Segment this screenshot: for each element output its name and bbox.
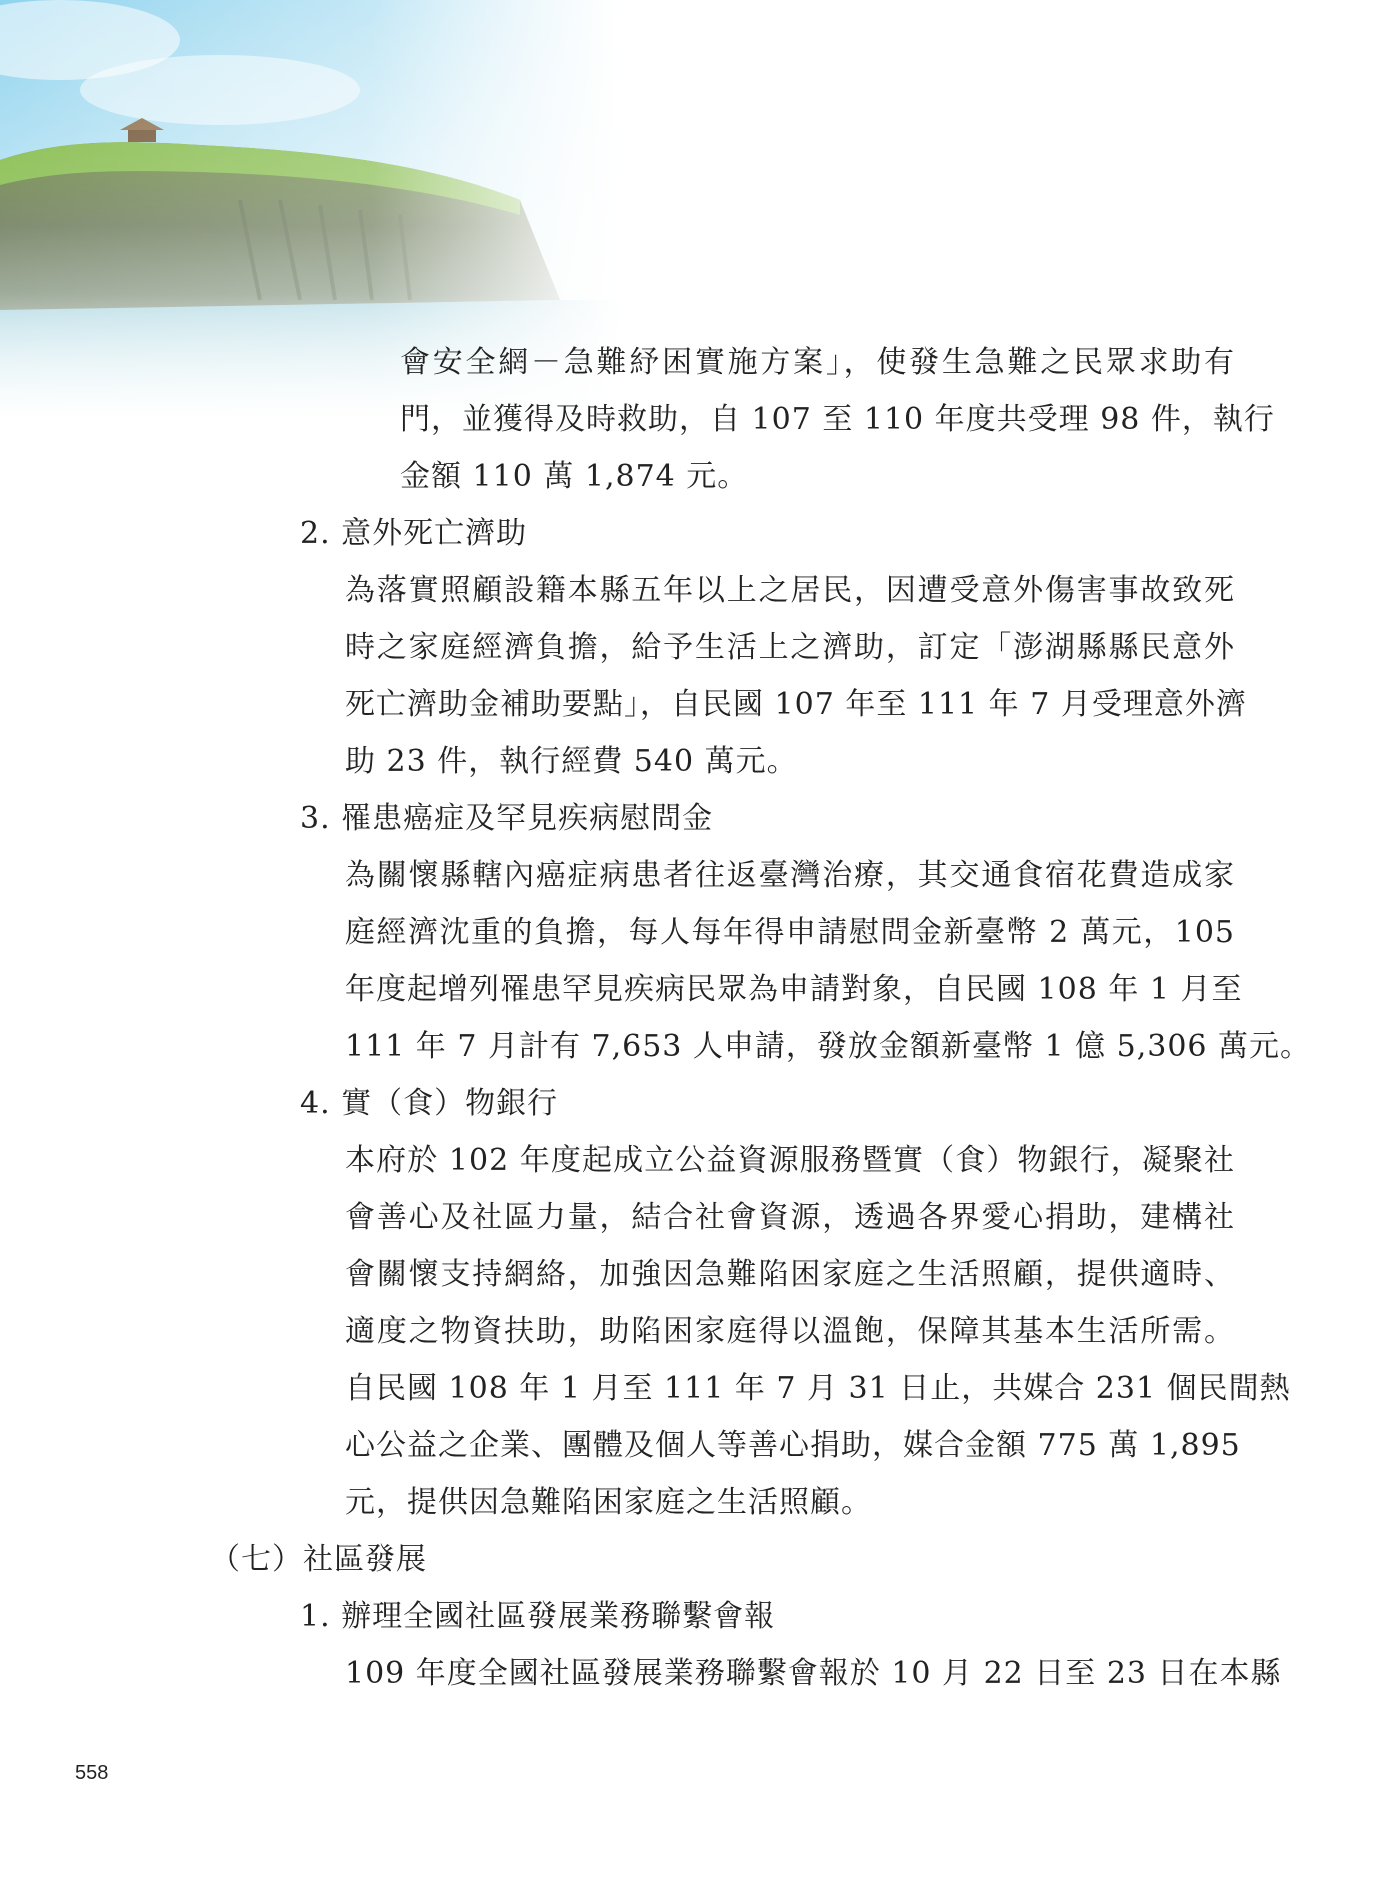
paragraph-line: 自民國 108 年 1 月至 111 年 7 月 31 日止，共媒合 231 個民間熱 (345, 1371, 1291, 1406)
paragraph-line: 會安全網－急難紓困實施方案」，使發生急難之民眾求助有 (400, 345, 1235, 380)
paragraph-line: 會善心及社區力量，結合社會資源，透過各界愛心捐助，建構社 (345, 1200, 1235, 1235)
paragraph-line: 本府於 102 年度起成立公益資源服務暨實（食）物銀行，凝聚社 (345, 1143, 1235, 1178)
section-heading: （七）社區發展 (210, 1542, 427, 1577)
paragraph-line: 助 23 件，執行經費 540 萬元。 (345, 744, 798, 779)
paragraph-line: 適度之物資扶助，助陷困家庭得以溫飽，保障其基本生活所需。 (345, 1314, 1235, 1349)
paragraph-line: 心公益之企業、團體及個人等善心捐助，媒合金額 775 萬 1,895 (345, 1428, 1241, 1463)
paragraph-line: 元，提供因急難陷困家庭之生活照顧。 (345, 1485, 872, 1520)
paragraph-line: 年度起增列罹患罕見疾病民眾為申請對象，自民國 108 年 1 月至 (345, 972, 1243, 1007)
paragraph-line: 111 年 7 月計有 7,653 人申請，發放金額新臺幣 1 億 5,306 萬元。 (345, 1029, 1312, 1064)
paragraph-line: 門，並獲得及時救助，自 107 至 110 年度共受理 98 件，執行 (400, 402, 1275, 437)
paragraph-line: 金額 110 萬 1,874 元。 (400, 459, 749, 494)
paragraph-line: 時之家庭經濟負擔，給予生活上之濟助，訂定「澎湖縣縣民意外 (345, 630, 1235, 665)
page-number: 558 (75, 1762, 109, 1784)
item-heading: 2. 意外死亡濟助 (300, 516, 528, 551)
paragraph-line: 109 年度全國社區發展業務聯繫會報於 10 月 22 日至 23 日在本縣 (345, 1656, 1282, 1691)
paragraph-line: 庭經濟沈重的負擔，每人每年得申請慰問金新臺幣 2 萬元，105 (345, 915, 1235, 950)
item-heading: 3. 罹患癌症及罕見疾病慰問金 (300, 801, 714, 836)
paragraph-line: 為落實照顧設籍本縣五年以上之居民，因遭受意外傷害事故致死 (345, 573, 1235, 608)
paragraph-line: 為關懷縣轄內癌症病患者往返臺灣治療，其交通食宿花費造成家 (345, 858, 1235, 893)
paragraph-line: 死亡濟助金補助要點」，自民國 107 年至 111 年 7 月受理意外濟 (345, 687, 1247, 722)
paragraph-line: 會關懷支持網絡，加強因急難陷困家庭之生活照顧，提供適時、 (345, 1257, 1235, 1292)
item-heading: 4. 實（食）物銀行 (300, 1086, 559, 1121)
item-heading: 1. 辦理全國社區發展業務聯繫會報 (300, 1599, 776, 1634)
